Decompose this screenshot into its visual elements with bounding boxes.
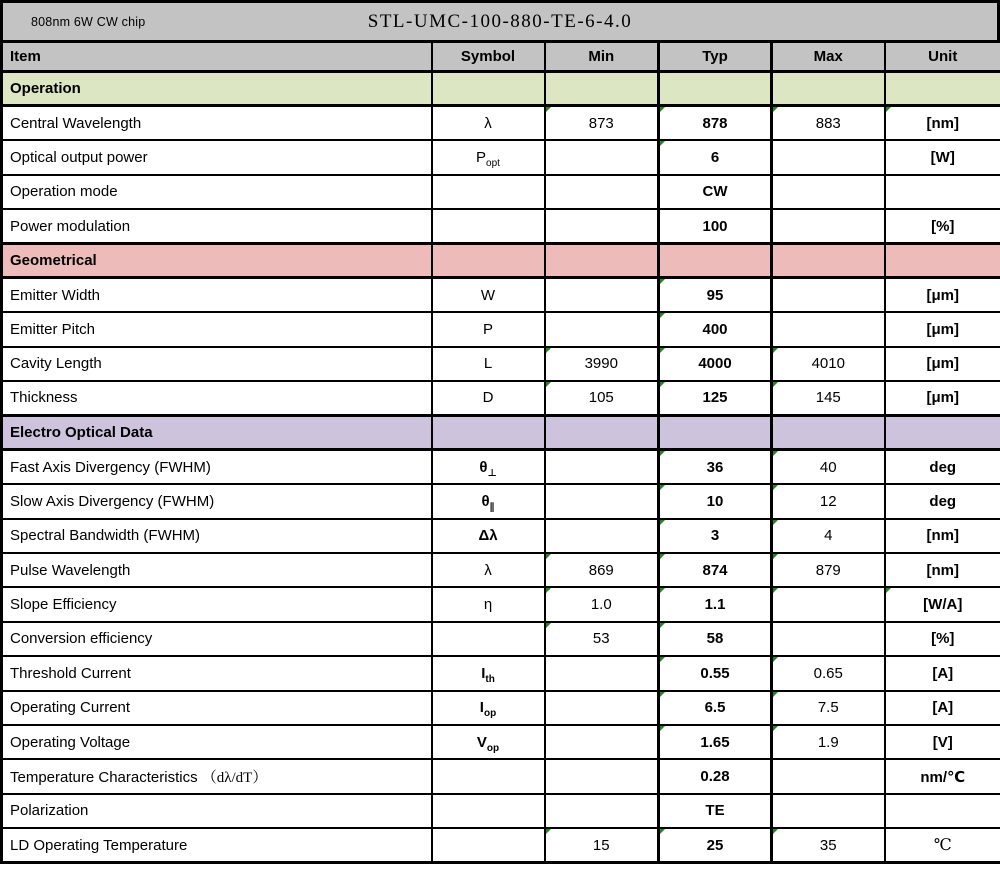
item-cell: Operation mode [2, 175, 432, 209]
typ-cell: 0.28 [659, 759, 772, 793]
max-cell: 145 [772, 381, 885, 415]
section-row-electro-optical-data [2, 415, 1000, 449]
column-header-row [2, 42, 1000, 72]
spec-row-polarization [2, 794, 1000, 828]
min-cell [545, 278, 659, 312]
column-header-max: Max [772, 42, 885, 72]
item-cell: LD Operating Temperature [2, 828, 432, 862]
max-cell [772, 278, 885, 312]
comment-marker [773, 485, 778, 490]
item-cell: Conversion efficiency [2, 622, 432, 656]
typ-cell: 58 [659, 622, 772, 656]
item-cell: Cavity Length [2, 347, 432, 381]
section-empty-cell [885, 243, 1000, 277]
comment-marker [773, 107, 778, 112]
comment-marker [546, 588, 551, 593]
min-cell [545, 656, 659, 690]
symbol-subscript: op [486, 742, 500, 754]
symbol-cell: $I_{th}$ [432, 656, 545, 690]
typ-cell: 25 [659, 828, 772, 862]
unit-cell: deg [885, 484, 1000, 518]
unit-cell [885, 175, 1000, 209]
spec-row-cavity-length [2, 347, 1000, 381]
min-cell: 15 [545, 828, 659, 862]
min-cell [545, 691, 659, 725]
symbol-cell [432, 759, 545, 793]
typ-cell: 874 [659, 553, 772, 587]
symbol-subscript: ∥ [489, 501, 495, 513]
comment-marker [773, 588, 778, 593]
comment-marker [773, 554, 778, 559]
comment-marker [660, 657, 665, 662]
column-header-typ: Typ [659, 42, 772, 72]
max-cell [772, 622, 885, 656]
comment-marker [660, 107, 665, 112]
section-empty-cell [545, 72, 659, 106]
item-cell: Thickness [2, 381, 432, 415]
symbol-cell: D [432, 381, 545, 415]
spec-row-slope-efficiency [2, 587, 1000, 621]
typ-cell: 10 [659, 484, 772, 518]
typ-cell: 3 [659, 519, 772, 553]
max-cell [772, 209, 885, 243]
comment-marker [660, 623, 665, 628]
min-cell [545, 450, 659, 484]
comment-marker [660, 451, 665, 456]
column-header-symbol: Symbol [432, 42, 545, 72]
section-empty-cell [545, 243, 659, 277]
item-cell: Operating Voltage [2, 725, 432, 759]
unit-cell: nm/℃ [885, 759, 1000, 793]
typ-cell: 0.55 [659, 656, 772, 690]
spec-row-operating-current [2, 691, 1000, 725]
comment-marker [660, 829, 665, 834]
item-formula-suffix: （dλ/dT） [201, 770, 268, 786]
comment-marker [773, 348, 778, 353]
max-cell: 883 [772, 106, 885, 140]
section-empty-cell [772, 72, 885, 106]
typ-cell: 36 [659, 450, 772, 484]
unit-cell: [A] [885, 656, 1000, 690]
spec-row-slow-axis-divergency-fwhm [2, 484, 1000, 518]
symbol-cell: Δλ [432, 519, 545, 553]
comment-marker [660, 554, 665, 559]
max-cell: 40 [772, 450, 885, 484]
min-cell: 869 [545, 553, 659, 587]
unit-cell: [%] [885, 209, 1000, 243]
min-cell [545, 175, 659, 209]
section-title: Geometrical [2, 243, 432, 277]
unit-cell: [W/A] [885, 587, 1000, 621]
min-cell [545, 519, 659, 553]
unit-cell: [nm] [885, 519, 1000, 553]
max-cell [772, 759, 885, 793]
min-cell [545, 140, 659, 174]
max-cell [772, 312, 885, 346]
comment-marker [660, 348, 665, 353]
chip-description-label: 808nm 6W CW chip [31, 14, 146, 29]
unit-cell: [A] [885, 691, 1000, 725]
section-empty-cell [659, 243, 772, 277]
item-cell: Central Wavelength [2, 106, 432, 140]
max-cell [772, 794, 885, 828]
comment-marker [773, 382, 778, 387]
max-cell: 4 [772, 519, 885, 553]
spec-row-operation-mode [2, 175, 1000, 209]
comment-marker [886, 107, 891, 112]
min-cell: 1.0 [545, 587, 659, 621]
unit-cell: [%] [885, 622, 1000, 656]
comment-marker [660, 141, 665, 146]
spec-row-operating-voltage [2, 725, 1000, 759]
comment-marker [660, 726, 665, 731]
comment-marker [546, 348, 551, 353]
spec-row-ld-operating-temperature [2, 828, 1000, 862]
symbol-subscript: op [483, 708, 497, 720]
comment-marker [773, 726, 778, 731]
unit-cell: [V] [885, 725, 1000, 759]
title-bar [0, 0, 1000, 40]
max-cell: 4010 [772, 347, 885, 381]
comment-marker [773, 520, 778, 525]
comment-marker [660, 382, 665, 387]
max-cell: 879 [772, 553, 885, 587]
min-cell [545, 725, 659, 759]
unit-cell: ℃ [885, 828, 1000, 862]
symbol-cell [432, 794, 545, 828]
section-empty-cell [432, 243, 545, 277]
section-row-geometrical [2, 243, 1000, 277]
item-cell: Slope Efficiency [2, 587, 432, 621]
comment-marker [773, 692, 778, 697]
item-cell: Optical output power [2, 140, 432, 174]
spec-row-emitter-pitch [2, 312, 1000, 346]
symbol-subscript: ⊥ [487, 467, 497, 479]
item-cell: Temperature Characteristics （dλ/dT） [2, 759, 432, 793]
typ-cell: CW [659, 175, 772, 209]
min-cell [545, 312, 659, 346]
comment-marker [546, 829, 551, 834]
section-empty-cell [432, 415, 545, 449]
comment-marker [773, 451, 778, 456]
symbol-subscript: opt [486, 157, 500, 169]
symbol-cell: L [432, 347, 545, 381]
max-cell: 0.65 [772, 656, 885, 690]
typ-cell: TE [659, 794, 772, 828]
section-empty-cell [885, 415, 1000, 449]
typ-cell: 100 [659, 209, 772, 243]
symbol-cell: W [432, 278, 545, 312]
min-cell: 53 [545, 622, 659, 656]
comment-marker [546, 107, 551, 112]
typ-cell: 400 [659, 312, 772, 346]
section-empty-cell [432, 72, 545, 106]
section-title: Electro Optical Data [2, 415, 432, 449]
min-cell: 873 [545, 106, 659, 140]
spec-row-conversion-efficiency [2, 622, 1000, 656]
comment-marker [660, 520, 665, 525]
symbol-cell: $I_{op}$ [432, 691, 545, 725]
spec-table [0, 40, 1000, 864]
typ-cell: 1.1 [659, 587, 772, 621]
spec-row-central-wavelength [2, 106, 1000, 140]
column-header-unit: Unit [885, 42, 1000, 72]
item-cell: Fast Axis Divergency (FWHM) [2, 450, 432, 484]
unit-cell: [nm] [885, 106, 1000, 140]
section-empty-cell [545, 415, 659, 449]
item-cell: Pulse Wavelength [2, 553, 432, 587]
column-header-item: Item [2, 42, 432, 72]
spec-row-power-modulation [2, 209, 1000, 243]
symbol-cell: $P_{opt}$ [432, 140, 545, 174]
min-cell [545, 794, 659, 828]
symbol-cell: λ [432, 106, 545, 140]
max-cell [772, 587, 885, 621]
spec-row-spectral-bandwidth-fwhm [2, 519, 1000, 553]
item-cell: Power modulation [2, 209, 432, 243]
column-header-min: Min [545, 42, 659, 72]
unit-cell: [μm] [885, 347, 1000, 381]
max-cell: 7.5 [772, 691, 885, 725]
symbol-cell: $V_{op}$ [432, 725, 545, 759]
comment-marker [660, 313, 665, 318]
symbol-cell [432, 622, 545, 656]
max-cell [772, 140, 885, 174]
comment-marker [886, 588, 891, 593]
section-empty-cell [885, 72, 1000, 106]
spec-row-fast-axis-divergency-fwhm [2, 450, 1000, 484]
comment-marker [546, 554, 551, 559]
typ-cell: 95 [659, 278, 772, 312]
spec-row-emitter-width [2, 278, 1000, 312]
unit-cell: deg [885, 450, 1000, 484]
item-cell: Emitter Width [2, 278, 432, 312]
min-cell: 105 [545, 381, 659, 415]
max-cell [772, 175, 885, 209]
typ-cell: 6.5 [659, 691, 772, 725]
comment-marker [773, 829, 778, 834]
symbol-cell [432, 828, 545, 862]
comment-marker [546, 623, 551, 628]
symbol-cell: $\theta_\parallel$ [432, 484, 545, 518]
max-cell: 35 [772, 828, 885, 862]
item-cell: Emitter Pitch [2, 312, 432, 346]
item-cell: Slow Axis Divergency (FWHM) [2, 484, 432, 518]
section-empty-cell [772, 243, 885, 277]
item-cell: Spectral Bandwidth (FWHM) [2, 519, 432, 553]
comment-marker [546, 382, 551, 387]
max-cell: 12 [772, 484, 885, 518]
section-empty-cell [659, 415, 772, 449]
comment-marker [660, 588, 665, 593]
comment-marker [773, 657, 778, 662]
min-cell [545, 209, 659, 243]
typ-cell: 125 [659, 381, 772, 415]
symbol-cell [432, 175, 545, 209]
section-title: Operation [2, 72, 432, 106]
unit-cell: [μm] [885, 278, 1000, 312]
symbol-cell: P [432, 312, 545, 346]
unit-cell: [μm] [885, 312, 1000, 346]
item-cell: Threshold Current [2, 656, 432, 690]
max-cell: 1.9 [772, 725, 885, 759]
spec-row-thickness [2, 381, 1000, 415]
section-row-operation [2, 72, 1000, 106]
section-empty-cell [659, 72, 772, 106]
unit-cell: [nm] [885, 553, 1000, 587]
unit-cell [885, 794, 1000, 828]
typ-cell: 878 [659, 106, 772, 140]
typ-cell: 6 [659, 140, 772, 174]
symbol-cell: λ [432, 553, 545, 587]
typ-cell: 1.65 [659, 725, 772, 759]
spec-row-threshold-current [2, 656, 1000, 690]
spec-row-optical-output-power [2, 140, 1000, 174]
symbol-cell [432, 209, 545, 243]
comment-marker [660, 279, 665, 284]
symbol-cell: η [432, 587, 545, 621]
item-cell: Polarization [2, 794, 432, 828]
comment-marker [660, 485, 665, 490]
min-cell [545, 484, 659, 518]
unit-cell: [W] [885, 140, 1000, 174]
typ-cell: 4000 [659, 347, 772, 381]
spec-row-temperature-characteristics [2, 759, 1000, 793]
comment-marker [660, 692, 665, 697]
section-empty-cell [772, 415, 885, 449]
min-cell: 3990 [545, 347, 659, 381]
symbol-cell: $\theta_\perp$ [432, 450, 545, 484]
min-cell [545, 759, 659, 793]
unit-cell: [μm] [885, 381, 1000, 415]
symbol-subscript: th [485, 673, 495, 685]
item-cell: Operating Current [2, 691, 432, 725]
part-number-title: STL-UMC-100-880-TE-6-4.0 [367, 10, 633, 32]
spec-row-pulse-wavelength [2, 553, 1000, 587]
